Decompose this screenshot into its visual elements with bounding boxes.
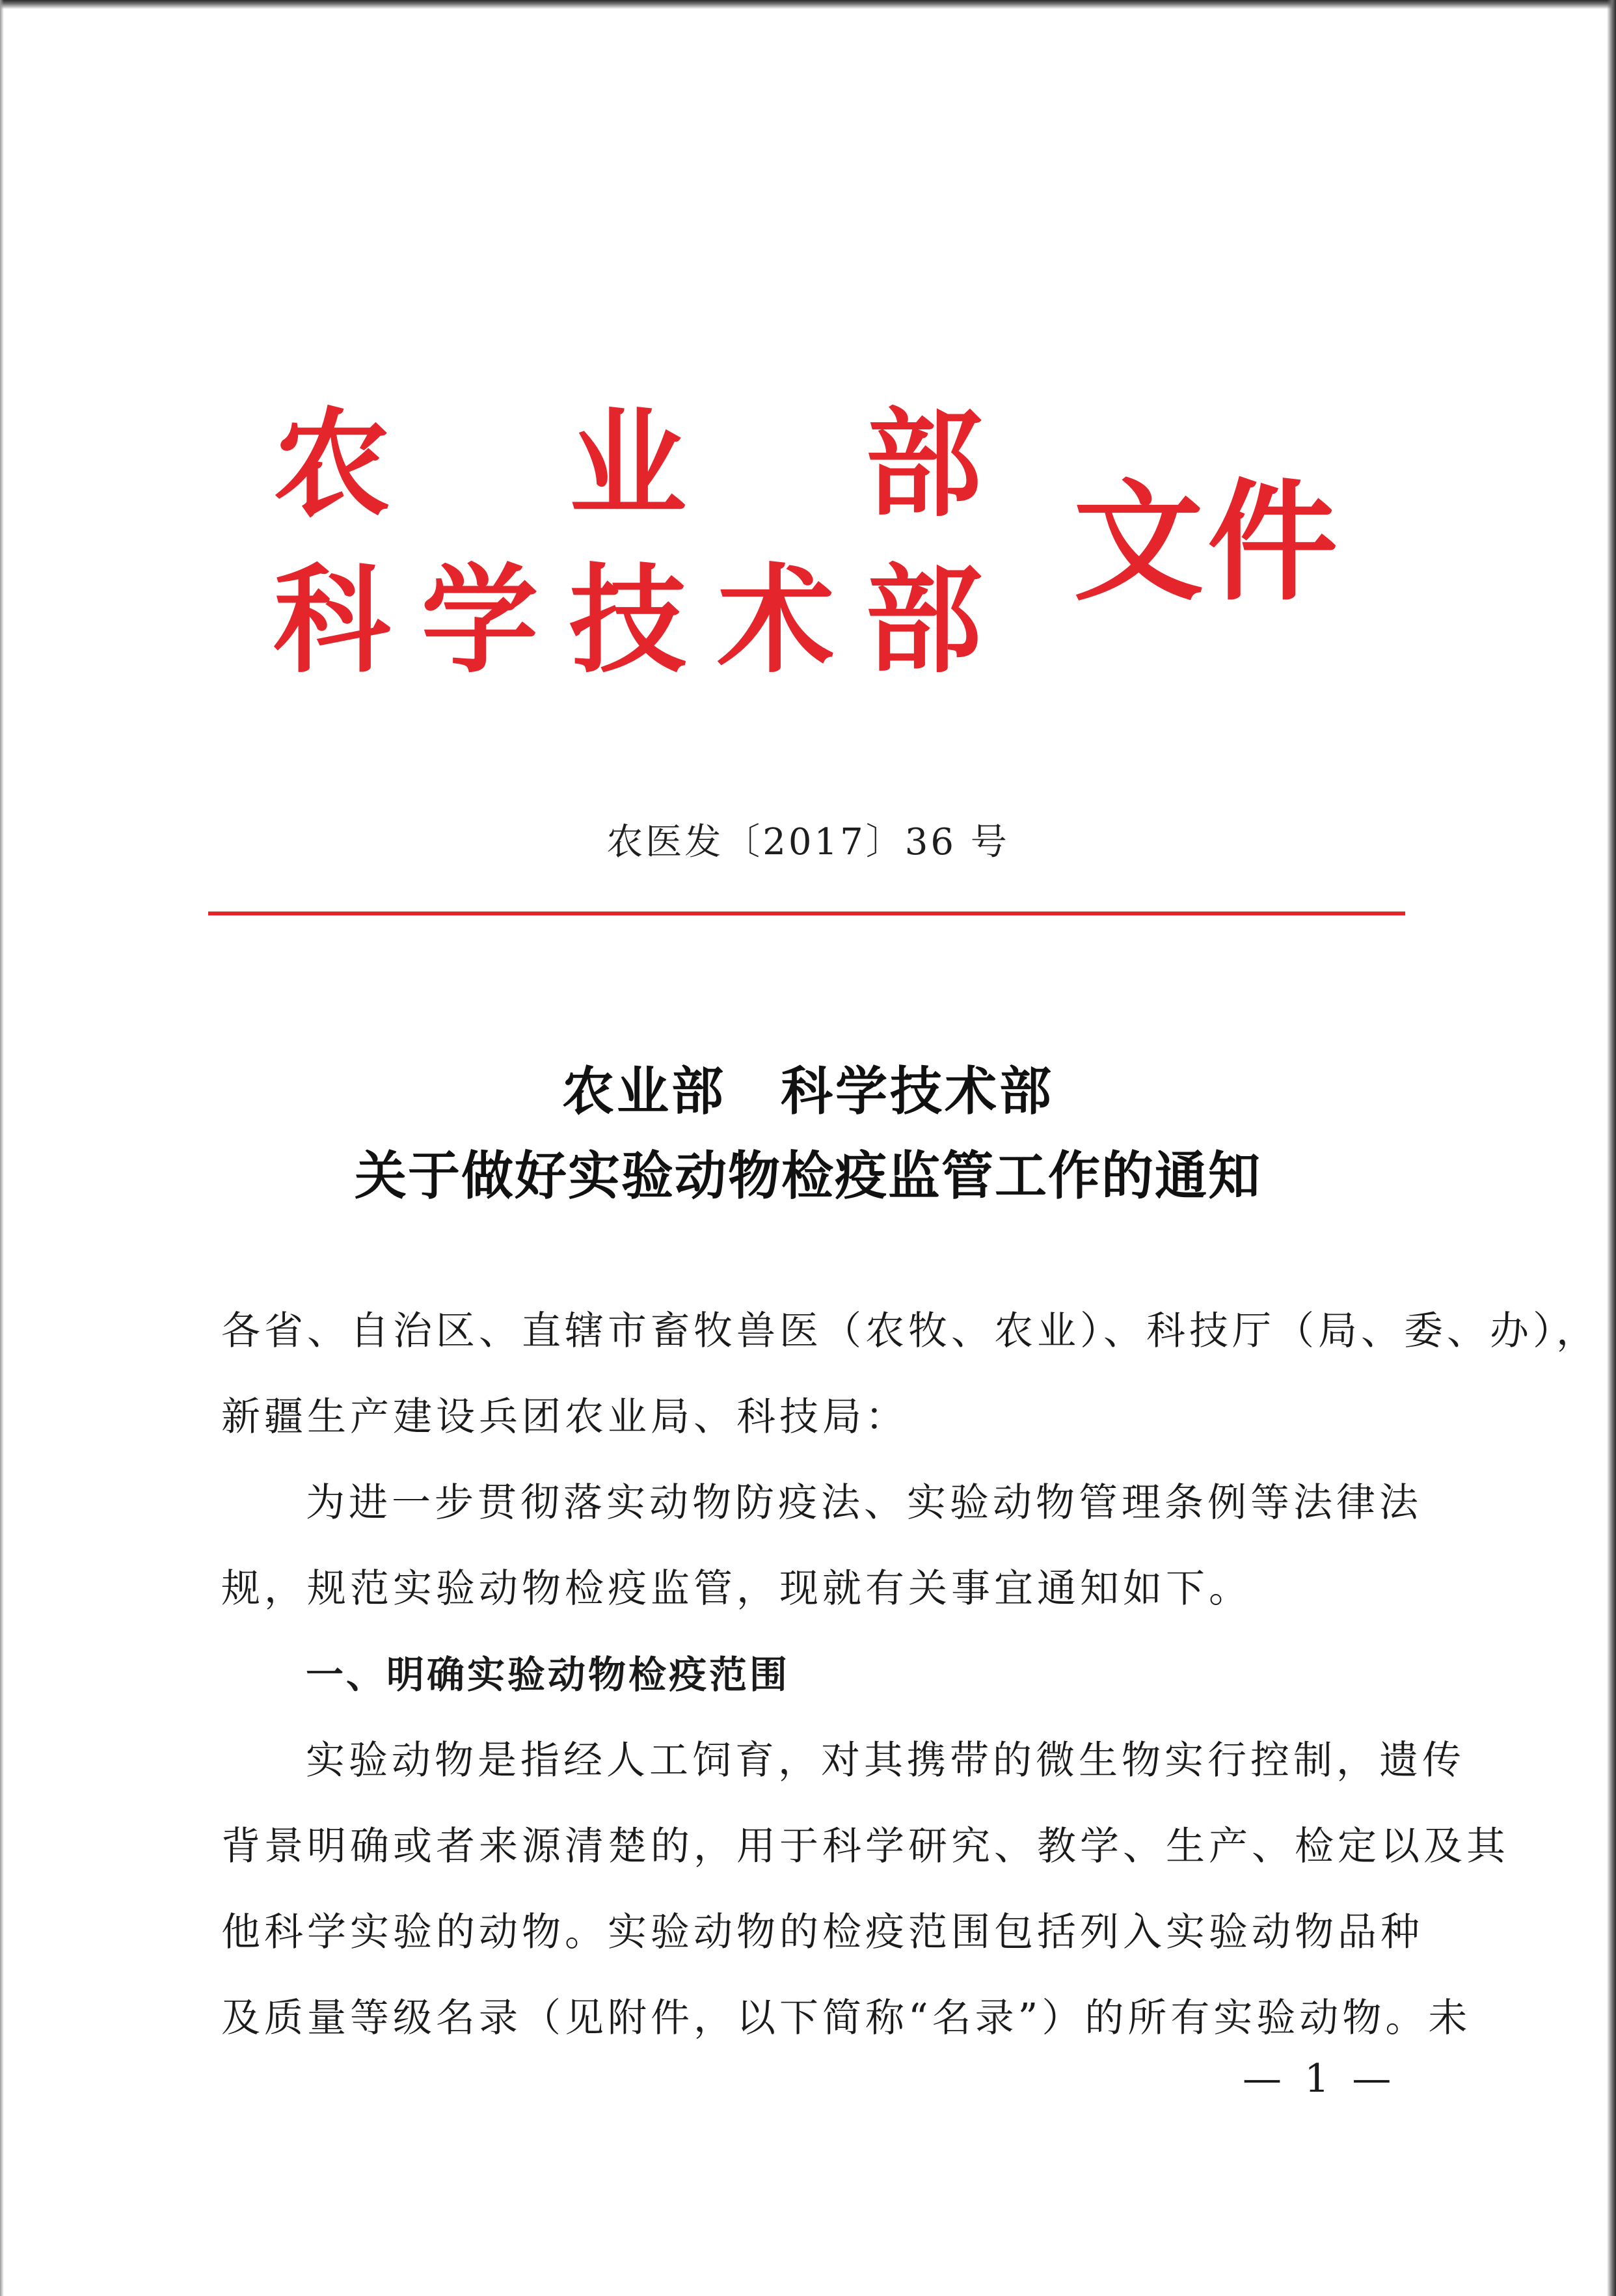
issuer-line-science-technology [273, 550, 982, 693]
intro-line: 为进一步贯彻落实动物防疫法、实验动物管理条例等法律法 [306, 1480, 1422, 1526]
document-title-subject: 关于做好实验动物检疫监管工作的通知 [355, 1145, 1261, 1206]
document-body [221, 1288, 1599, 2043]
document-number: 农医发〔2017〕36 号 [606, 821, 1010, 863]
paragraph-line: 他科学实验的动物。实验动物的检疫范围包括列入实验动物品种 [221, 1910, 1423, 1955]
intro-line: 规，规范实验动物检疫监管，现就有关事宜通知如下。 [221, 1566, 1252, 1612]
paragraph-line: 及质量等级名录（见附件，以下简称“名录”）的所有实验动物。未 [221, 1995, 1472, 2041]
page-number: — 1 — [1243, 2056, 1397, 2101]
issuer-char: 科 [273, 553, 391, 689]
red-separator-line [208, 912, 1405, 915]
recipients-line: 各省、自治区、直辖市畜牧兽医（农牧、农业）、科技厅（局、委、办）， [221, 1308, 1599, 1354]
issuer-char: 业 [569, 397, 686, 533]
issuer-line-agriculture [273, 394, 982, 537]
issuer-char: 学 [421, 553, 539, 689]
document-masthead [273, 394, 1379, 693]
section-heading: 一、明确实验动物检疫范围 [306, 1653, 790, 1697]
document-title-issuers: 农业部 科学技术部 [562, 1060, 1054, 1122]
issuer-char: 术 [717, 553, 835, 689]
scan-edge-top [0, 0, 1616, 9]
masthead-document-word: 文件 [1073, 467, 1342, 619]
paragraph-line: 实验动物是指经人工饲育，对其携带的微生物实行控制，遗传 [306, 1738, 1465, 1783]
issuer-char: 部 [865, 553, 982, 689]
recipients-line: 新疆生产建设兵团农业局、科技局： [221, 1394, 908, 1440]
issuer-char: 部 [865, 397, 982, 533]
issuer-char: 技 [569, 553, 686, 689]
issuer-char: 农 [273, 397, 391, 533]
paragraph-line: 背景明确或者来源清楚的，用于科学研究、教学、生产、检定以及其 [221, 1824, 1509, 1869]
